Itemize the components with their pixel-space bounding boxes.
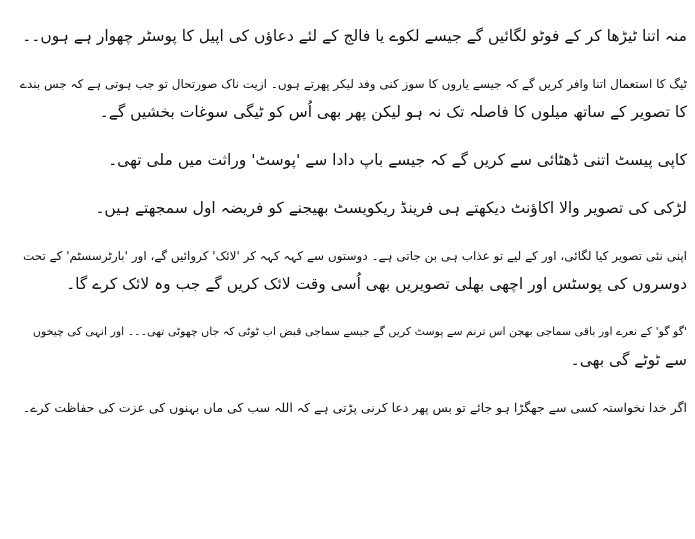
text-line: 'گو گو' کے نعرے اور باقی سماجی بھجن اس ترنم سے پوسٹ کریں گے جیسے سماجی قبض اب ٹوٹی کہ جاں چھوٹی تھی۔۔۔ اور انہی کی چیخوں <box>32 325 687 338</box>
text-line: کاپی پیسٹ اتنی ڈھٹائی سے کریں گے کہ جیسے باپ دادا سے 'پوسٹ' وراثت میں ملی تھی۔ <box>108 151 687 169</box>
paragraph-friend-request <box>14 194 687 222</box>
paragraph-slogans <box>14 318 687 374</box>
text-line: اگر خدا نخواستہ کسی سے جھگڑا ہو جائے تو بس پھر دعا کرنی پڑتی ہے کہ اللہ سب کی ماں بہنوں کی عزت کی حفاظت کرے۔ <box>22 400 687 415</box>
paragraph-tagging <box>14 70 687 126</box>
text-line: ٹیگ کا استعمال اتنا وافر کریں گے کہ جیسے یاروں کا سوز کنی وفد لیکر پھرتے ہوں۔ ازیت ناک صورتحال تو جب ہوتی ہے کہ جس بندے <box>19 77 687 91</box>
paragraph-new-photo-likes <box>14 242 687 298</box>
paragraph-photo-posing <box>14 22 687 50</box>
text-line: منہ اتنا ٹیڑھا کر کے فوٹو لگائیں گے جیسے لکوے یا فالج کے لئے دعاؤں کی اپیل کا پوسٹر چھوار ہے ہوں۔۔ <box>22 27 687 45</box>
paragraph-copy-paste <box>14 146 687 174</box>
text-line: دوسروں کی پوسٹس اور اچھی بھلی تصویریں بھی اُسی وقت لائک کریں گے جب وہ لائک کرے گا۔ <box>66 275 687 293</box>
text-line: لڑکی کی تصویر والا اکاؤنٹ دیکھتے ہی فرینڈ ریکویسٹ بھیجنے کو فریضہ اول سمجھتے ہیں۔ <box>95 199 687 217</box>
text-line: اپنی نئی تصویر کیا لگائی، اور کے لیے تو عذاب ہی بن جاتی ہے۔ دوستوں سے کہہ کہہ کر 'لائک' کروائیں گے، اور 'بارٹرسسٹم' کے تحت <box>22 249 687 263</box>
text-line: سے ٹوٹے گی بھی۔ <box>570 351 687 369</box>
text-line: کا تصویر کے ساتھ میلوں کا فاصلہ تک نہ ہو لیکن پھر بھی اُس کو ٹیگی سوغات بخشیں گے۔ <box>99 103 687 121</box>
paragraph-quarrel <box>14 394 687 422</box>
